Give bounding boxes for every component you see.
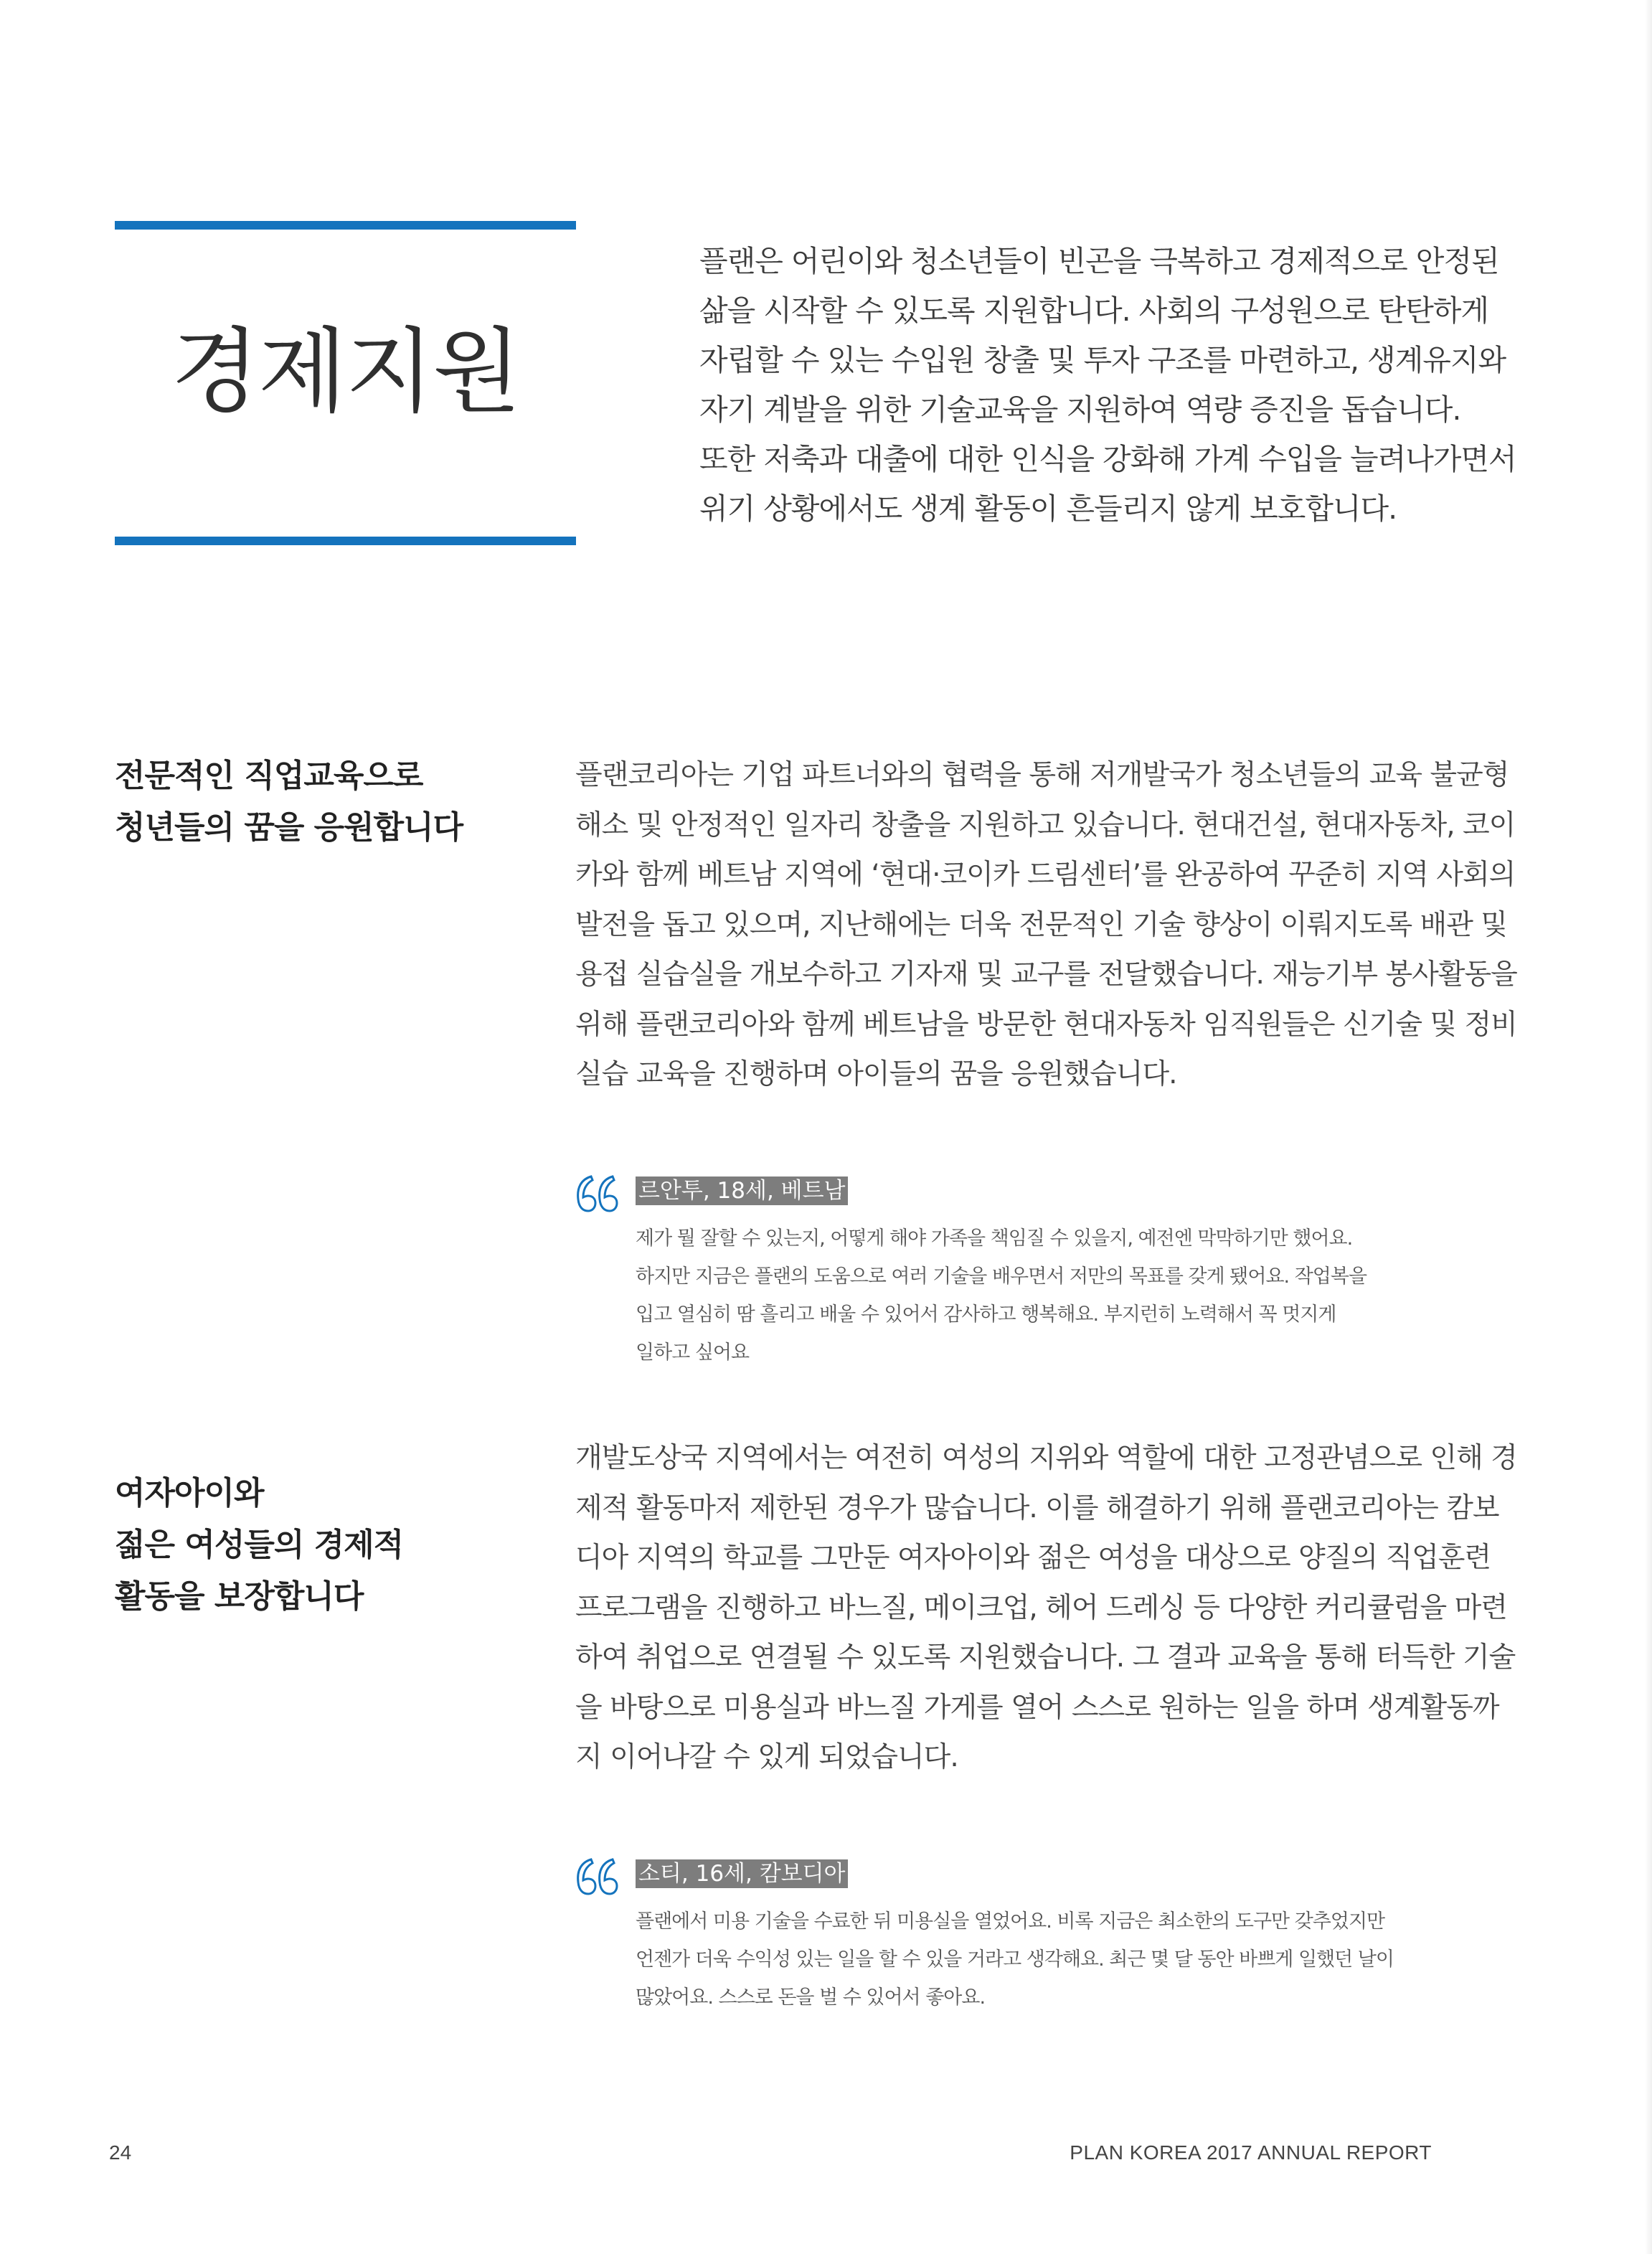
page-edge-shadow — [1645, 0, 1652, 2254]
body-line: 플랜코리아는 기업 파트너와의 협력을 통해 저개발국가 청소년들의 교육 불균형 — [575, 759, 1509, 791]
body-line: 용접 실습실을 개보수하고 기자재 및 교구를 전달했습니다. 재능기부 봉사활동을 — [575, 958, 1517, 991]
testimonial-line: 플랜에서 미용 기술을 수료한 뒤 미용실을 열었어요. 비록 지금은 최소한의 도구만 갖추었지만 — [636, 1910, 1385, 1933]
intro-line: 자립할 수 있는 수입원 창출 및 투자 구조를 마련하고, 생계유지와 — [699, 343, 1506, 377]
body-line: 디아 지역의 학교를 그만둔 여자아이와 젊은 여성을 대상으로 양질의 직업훈련 — [575, 1542, 1491, 1574]
quote-mark-icon — [574, 1174, 618, 1214]
heading-line: 전문적인 직업교육으로 — [115, 758, 423, 794]
page-number: 24 — [109, 2141, 132, 2164]
testimonial-line: 많았어요. 스스로 돈을 벌 수 있어서 좋아요. — [636, 1986, 986, 2009]
body-line: 카와 함께 베트남 지역에 ‘현대·코이카 드림센터’를 완공하여 꾸준히 지역 사회의 — [575, 859, 1516, 891]
intro-line: 삶을 시작할 수 있도록 지원합니다. 사회의 구성원으로 탄탄하게 — [699, 293, 1489, 328]
testimonial-line: 입고 열심히 땀 흘리고 배울 수 있어서 감사하고 행복해요. 부지런히 노력해서 꼭 멋지게 — [636, 1303, 1336, 1326]
testimonial-line: 제가 뭘 잘할 수 있는지, 어떻게 해야 가족을 책임질 수 있을지, 예전엔 막막하기만 했어요. — [636, 1227, 1353, 1250]
section-1-heading — [115, 750, 516, 854]
body-line: 해소 및 안정적인 일자리 창출을 지원하고 있습니다. 현대건설, 현대자동차, 코이 — [575, 808, 1516, 841]
body-line: 실습 교육을 진행하며 아이들의 꿈을 응원했습니다. — [575, 1058, 1177, 1090]
intro-line: 위기 상황에서도 생계 활동이 흔들리지 않게 보호합니다. — [699, 491, 1397, 526]
heading-line: 젊은 여성들의 경제적 — [115, 1527, 404, 1563]
body-line: 위해 플랜코리아와 함께 베트남을 방문한 현대자동차 임직원들은 신기술 및 정비 — [575, 1008, 1517, 1041]
body-line: 하여 취업으로 연결될 수 있도록 지원했습니다. 그 결과 교육을 통해 터득한 기술 — [575, 1641, 1516, 1674]
body-line: 제적 활동마저 제한된 경우가 많습니다. 이를 해결하기 위해 플랜코리아는 캄보 — [575, 1491, 1499, 1524]
section-2-heading — [115, 1468, 516, 1623]
testimonial-line: 언젠가 더욱 수익성 있는 일을 할 수 있을 거라고 생각해요. 최근 몇 달 동안 바쁘게 일했던 날이 — [636, 1948, 1394, 1971]
body-line: 지 이어나갈 수 있게 되었습니다. — [575, 1741, 958, 1773]
title-top-rule — [115, 221, 576, 230]
intro-line: 자기 계발을 위한 기술교육을 지원하여 역량 증진을 돕습니다. — [699, 392, 1461, 427]
intro-paragraph — [699, 237, 1516, 534]
body-line: 을 바탕으로 미용실과 바느질 가게를 열어 스스로 원하는 일을 하며 생계활동까 — [575, 1691, 1499, 1724]
heading-line: 여자아이와 — [115, 1475, 264, 1512]
section-1-body — [575, 750, 1517, 1100]
testimonial-name: 소티, 16세, 캄보디아 — [636, 1859, 848, 1888]
intro-line: 플랜은 어린이와 청소년들이 빈곤을 극복하고 경제적으로 안정된 — [699, 244, 1499, 278]
testimonial-name: 르안투, 18세, 베트남 — [636, 1176, 848, 1205]
page-title: 경제지원 — [171, 319, 520, 425]
testimonial-line: 하지만 지금은 플랜의 도움으로 여러 기술을 배우면서 저만의 목표를 갖게 됐어요. 작업복을 — [636, 1265, 1367, 1288]
heading-line: 청년들의 꿈을 응원합니다 — [115, 809, 463, 846]
report-title: PLAN KOREA 2017 ANNUAL REPORT — [1070, 2141, 1432, 2164]
intro-line: 또한 저축과 대출에 대한 인식을 강화해 가계 수입을 늘려나가면서 — [699, 442, 1516, 476]
section-2-body — [575, 1433, 1517, 1783]
testimonial-line: 일하고 싶어요 — [636, 1341, 750, 1364]
testimonial-text — [636, 1902, 1446, 2017]
heading-line: 활동을 보장합니다 — [115, 1578, 364, 1615]
body-line: 발전을 돕고 있으며, 지난해에는 더욱 전문적인 기술 향상이 이뤄지도록 배관 및 — [575, 908, 1507, 941]
title-bottom-rule — [115, 537, 576, 545]
body-line: 개발도상국 지역에서는 여전히 여성의 지위와 역할에 대한 고정관념으로 인해 경 — [575, 1442, 1517, 1474]
quote-mark-icon — [574, 1857, 618, 1897]
body-line: 프로그램을 진행하고 바느질, 메이크업, 헤어 드레싱 등 다양한 커리큘럼을 마련 — [575, 1591, 1507, 1624]
testimonial-text — [636, 1220, 1446, 1372]
